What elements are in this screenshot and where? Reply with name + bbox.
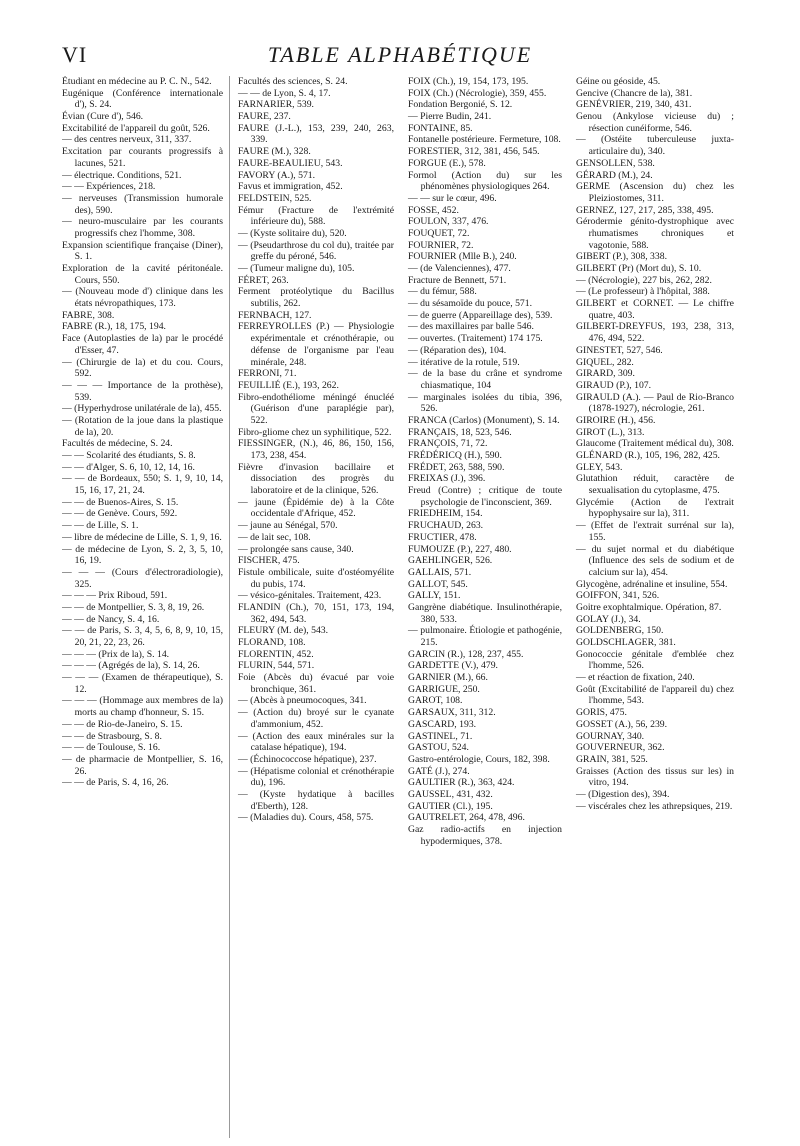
index-entry: — (Abcès à pneumocoques, 341. <box>238 695 367 707</box>
index-entry: — — Scolarité des étudiants, S. 8. <box>62 450 196 461</box>
index-entry: Gonococcie génitale d'emblée chez l'homme, 526. <box>576 648 734 672</box>
index-entry: FEUILLIÉ (E.), 193, 262. <box>238 379 339 391</box>
index-entry: GENSOLLEN, 538. <box>576 157 655 169</box>
index-entry: Ferment protéolytique du Bacillus subtilis, 262. <box>238 286 394 310</box>
index-entry: GOIFFON, 341, 526. <box>576 590 660 602</box>
index-entry: FRANÇAIS, 18, 523, 546. <box>408 426 512 438</box>
index-entry: Géine ou géoside, 45. <box>576 76 661 87</box>
index-entry: FREIXAS (J.), 396. <box>408 473 486 485</box>
index-entry: FRIEDHEIM, 154. <box>408 508 483 520</box>
index-entry: GILBERT-DREYFUS, 193, 238, 313, 476, 494, 522. <box>576 321 734 345</box>
index-entry: — du fémur, 588. <box>408 286 477 298</box>
index-entry: — — de Paris, S. 4, 16, 26. <box>62 777 169 789</box>
index-entry: — prolongée sans cause, 340. <box>238 543 354 555</box>
index-entry: — — — (Prix de la), S. 14. <box>62 648 170 660</box>
index-entry: GASCARD, 193. <box>408 718 477 730</box>
index-entry: GARDETTE (V.), 479. <box>408 660 498 672</box>
index-entry: GOSSET (A.), 56, 239. <box>576 718 668 730</box>
index-entry: Fondation Bergonié, S. 12. <box>408 99 513 111</box>
index-entry: FABRE (R.), 18, 175, 194. <box>62 321 166 333</box>
index-entry: — — — (Agrégés de la), S. 14, 26. <box>62 660 200 672</box>
index-entry: Gangrène diabétique. Insulinothérapie, 380, 533. <box>408 601 562 625</box>
index-entry: GARNIER (M.), 66. <box>408 672 488 684</box>
index-entry: Excitabilité de l'appareil du goût, 526. <box>62 122 210 134</box>
index-entry: GAULTIER (R.), 363, 424. <box>408 777 515 789</box>
index-entry: FAURE (J.-L.), 153, 239, 240, 263, 339. <box>238 122 394 146</box>
index-entry: FRANCA (Carlos) (Monument), S. 14. <box>408 414 560 426</box>
index-entry: — — — Importance de la prothèse), 539. <box>62 379 223 403</box>
index-entry: FLORAND, 108. <box>238 637 306 648</box>
index-entry: GILBERT et CORNET. — Le chiffre quatre, 403. <box>576 298 734 321</box>
index-column <box>230 76 400 1138</box>
index-entry: FORGUE (E.), 578. <box>408 157 486 169</box>
index-entry: GARCIN (R.), 128, 237, 455. <box>408 648 524 660</box>
index-entry: FERNBACH, 127. <box>238 309 312 321</box>
index-entry: — — — Prix Riboud, 591. <box>62 590 168 602</box>
index-entry: FLORENTIN, 452. <box>238 648 314 660</box>
index-entry: — de lait sec, 108. <box>238 531 311 543</box>
index-entry: — (Pseudarthrose du col du), traitée par greffe du péroné, 546. <box>238 239 394 263</box>
index-columns <box>62 76 778 1138</box>
index-entry: FORESTIER, 312, 381, 456, 545. <box>408 146 540 158</box>
index-entry: FELDSTEIN, 525. <box>238 192 312 204</box>
index-entry: — et réaction de fixation, 240. <box>576 672 695 684</box>
index-entry: Fracture de Bennett, 571. <box>408 274 507 286</box>
index-entry: FRÉDET, 263, 588, 590. <box>408 461 505 473</box>
index-entry: — nerveuses (Transmission humorale des), 590. <box>62 192 223 216</box>
index-entry: FLURIN, 544, 571. <box>238 660 315 672</box>
index-entry: FOULON, 337, 476. <box>408 216 489 228</box>
index-entry: Facultés des sciences, S. 24. <box>238 76 348 87</box>
index-entry: GIBERT (P.), 308, 338. <box>576 251 668 263</box>
index-entry: FOIX (Ch.) (Nécrologie), 359, 455. <box>408 87 547 99</box>
index-entry: — (de Valenciennes), 477. <box>408 263 511 274</box>
index-entry: — jaune (Épidémie de) à la Côte occidentale d'Afrique, 452. <box>238 496 394 520</box>
index-entry: — (Kyste hydatique à bacilles d'Eberth), 128. <box>238 788 394 812</box>
index-entry: Exploration de la cavité péritonéale. Cours, 550. <box>62 263 223 286</box>
index-entry: FOIX (Ch.), 19, 154, 173, 195. <box>408 76 529 87</box>
index-entry: GLEY, 543. <box>576 461 623 473</box>
page-number: VI <box>62 42 88 67</box>
index-entry: — ouvertes. (Traitement) 174 175. <box>408 333 543 345</box>
index-column <box>62 76 230 1138</box>
index-entry: GIROIRE (H.), 456. <box>576 414 656 426</box>
index-entry: — pulmonaire. Étiologie et pathogénie, 215. <box>408 625 562 648</box>
index-entry: — (Action des eaux minérales sur la catalase hépatique), 194. <box>238 730 394 754</box>
index-entry: GOLAY (J.), 34. <box>576 613 641 625</box>
index-entry: — (Kyste solitaire du), 520. <box>238 227 347 239</box>
index-entry: Fontanelle postérieure. Fermeture, 108. <box>408 134 561 146</box>
index-entry: — — de Toulouse, S. 16. <box>62 742 161 754</box>
index-entry: — — de Nancy, S. 4, 16. <box>62 613 160 625</box>
index-entry: — itérative de la rotule, 519. <box>408 356 520 368</box>
index-entry: FRUCHAUD, 263. <box>408 520 484 532</box>
index-entry: FAURE, 237. <box>238 111 291 123</box>
index-entry: GRAIN, 381, 525. <box>576 753 648 765</box>
index-entry: — — d'Alger, S. 6, 10, 12, 14, 16. <box>62 461 195 473</box>
index-entry: Goût (Excitabilité de l'appareil du) chez l'homme, 543. <box>576 683 734 707</box>
index-entry: — (Maladies du). Cours, 458, 575. <box>238 812 374 824</box>
index-entry: GALLAIS, 571. <box>408 566 472 578</box>
index-entry: FLANDIN (Ch.), 70, 151, 173, 194, 362, 494, 543. <box>238 601 394 625</box>
index-entry: — de guerre (Appareillage des), 539. <box>408 309 553 321</box>
index-entry: Fistule ombilicale, suite d'ostéomyélite du pubis, 174. <box>238 566 394 590</box>
index-entry: FRÉDÉRICQ (H.), 590. <box>408 450 502 461</box>
index-entry: FERREYROLLES (P.) — Physiologie expérimentale et crénothérapie, ou défense de l'organisme par l'eau minérale, 248. <box>238 321 394 368</box>
index-entry: — du sujet normal et du diabétique (Influence des sels de sodium et de calcium sur la), 454. <box>576 543 734 578</box>
index-entry: GIROT (L.), 313. <box>576 426 645 438</box>
index-entry: — du sésamoïde du pouce, 571. <box>408 298 533 310</box>
index-entry: GENÉVRIER, 219, 340, 431. <box>576 99 692 111</box>
index-entry: Face (Autoplasties de la) par le procédé d'Esser, 47. <box>62 333 223 356</box>
index-entry: Facultés de médecine, S. 24. <box>62 438 173 450</box>
index-entry: GASTOU, 524. <box>408 742 469 754</box>
index-entry: Graisses (Action des tissus sur les) in vitro, 194. <box>576 765 734 789</box>
index-entry: — jaune au Sénégal, 570. <box>238 520 338 532</box>
index-entry: FAURE-BEAULIEU, 543. <box>238 157 343 169</box>
index-entry: — — sur le cœur, 496. <box>408 192 497 204</box>
index-entry: GARRIGUE, 250. <box>408 683 480 695</box>
index-entry: — (Digestion des), 394. <box>576 788 670 800</box>
index-entry: GÉRARD (M.), 24. <box>576 169 653 181</box>
index-entry: — — de Lyon, S. 4, 17. <box>238 87 331 99</box>
index-entry: FONTAINE, 85. <box>408 122 473 134</box>
index-entry: FAVORY (A.), 571. <box>238 169 316 181</box>
index-entry: — (Ostéite tuberculeuse juxta-articulaire du), 340. <box>576 134 734 158</box>
index-entry: — — de Rio-de-Janeiro, S. 15. <box>62 718 183 730</box>
index-entry: — (Tumeur maligne du), 105. <box>238 263 355 274</box>
index-entry: GARSAUX, 311, 312. <box>408 707 496 719</box>
index-entry: Foie (Abcès du) évacué par voie bronchique, 361. <box>238 672 394 695</box>
index-column <box>400 76 568 1138</box>
index-entry: GAEHLINGER, 526. <box>408 555 493 567</box>
index-entry: — (Nouveau mode d') clinique dans les états névropathiques, 173. <box>62 286 223 310</box>
index-entry: — — de Paris, S. 3, 4, 5, 6, 8, 9, 10, 15, 20, 21, 22, 23, 26. <box>62 625 223 648</box>
index-entry: GOUVERNEUR, 362. <box>576 742 665 754</box>
index-entry: Freud (Contre) ; critique de toute psychologie de l'inconscient, 369. <box>408 485 562 508</box>
index-entry: GIRARD, 309. <box>576 368 635 380</box>
index-entry: — — Expériences, 218. <box>62 181 156 193</box>
index-entry: Goitre exophtalmique. Opération, 87. <box>576 601 722 613</box>
index-entry: Expansion scientifique française (Diner), S. 1. <box>62 239 223 263</box>
index-entry: GOLDENBERG, 150. <box>576 625 664 637</box>
index-entry: Fibro-gliome chez un syphilitique, 522. <box>238 426 392 438</box>
index-entry: GORIS, 475. <box>576 707 627 719</box>
index-entry: GILBERT (Pr) (Mort du), S. 10. <box>576 263 702 274</box>
index-entry: Eugénique (Conférence internationale d'), S. 24. <box>62 87 223 111</box>
index-entry: FAURE (M.), 328. <box>238 146 311 158</box>
index-entry: — neuro-musculaire par les courants progressifs chez l'homme, 308. <box>62 216 223 239</box>
index-entry: — — de Montpellier, S. 3, 8, 19, 26. <box>62 601 205 613</box>
index-entry: GOLDSCHLAGER, 381. <box>576 637 676 648</box>
index-entry: GIRAUD (P.), 107. <box>576 379 652 391</box>
index-entry: GAUSSEL, 431, 432. <box>408 788 493 800</box>
index-entry: — — de Lille, S. 1. <box>62 520 139 532</box>
index-entry: Favus et immigration, 452. <box>238 181 343 193</box>
index-entry: FRANÇOIS, 71, 72. <box>408 438 488 450</box>
index-entry: — de la base du crâne et syndrome chiasmatique, 104 <box>408 368 562 391</box>
index-entry: — marginales isolées du tibia, 396, 526. <box>408 391 562 415</box>
index-entry: GLÉNARD (R.), 105, 196, 282, 425. <box>576 450 720 461</box>
index-entry: Fémur (Fracture de l'extrémité inférieure du), 588. <box>238 204 394 228</box>
index-entry: FÉRET, 263. <box>238 274 289 286</box>
index-entry: FARNARIER, 539. <box>238 99 314 111</box>
index-entry: — (Échinococcose hépatique), 237. <box>238 753 377 765</box>
index-entry: FOSSE, 452. <box>408 204 459 216</box>
index-entry: Gaz radio-actifs en injection hypodermiques, 378. <box>408 824 562 847</box>
index-entry: — Pierre Budin, 241. <box>408 111 492 123</box>
index-entry: Glaucome (Traitement médical du), 308. <box>576 438 734 450</box>
index-entry: Évian (Cure d'), 546. <box>62 111 144 123</box>
index-entry: — des centres nerveux, 311, 337. <box>62 134 192 146</box>
index-entry: GIRAULD (A.). — Paul de Rio-Branco (1878-1927), nécrologie, 261. <box>576 391 734 415</box>
index-entry: FUMOUZE (P.), 227, 480. <box>408 543 512 555</box>
index-entry: — — de Bordeaux, 550; S. 1, 9, 10, 14, 15, 16, 17, 21, 24. <box>62 473 223 497</box>
index-entry: Glycémie (Action de l'extrait hypophysaire sur la), 311. <box>576 496 734 520</box>
index-entry: FRUCTIER, 478. <box>408 531 477 543</box>
index-entry: GAUTRELET, 264, 478, 496. <box>408 812 525 824</box>
index-entry: GOURNAY, 340. <box>576 730 645 742</box>
index-entry: — — de Buenos-Aires, S. 15. <box>62 496 179 508</box>
index-entry: — viscérales chez les athrepsiques, 219. <box>576 800 733 812</box>
index-entry: GERNEZ, 127, 217, 285, 338, 495. <box>576 204 714 216</box>
index-entry: FOURNIER, 72. <box>408 239 474 251</box>
index-entry: FISCHER, 475. <box>238 555 300 567</box>
index-entry: — électrique. Conditions, 521. <box>62 169 182 181</box>
index-entry: GAROT, 108. <box>408 695 463 707</box>
index-entry: — libre de médecine de Lille, S. 1, 9, 16. <box>62 531 222 543</box>
index-entry: Excitation par courants progressifs à lacunes, 521. <box>62 146 223 169</box>
index-entry: — (Hyperhydrose unilatérale de la), 455. <box>62 403 222 415</box>
index-entry: GERME (Ascension du) chez les Pleiziostomes, 311. <box>576 181 734 204</box>
index-entry: Fièvre d'invasion bacillaire et dissociation des progrès du laboratoire et de la clinique, 526. <box>238 461 394 497</box>
index-entry: FIESSINGER, (N.), 46, 86, 150, 156, 173, 238, 454. <box>238 438 394 461</box>
index-entry: FOURNIER (Mlle B.), 240. <box>408 251 517 263</box>
index-entry: — — de Strasbourg, S. 8. <box>62 730 162 742</box>
index-entry: GATÉ (J.), 274. <box>408 765 470 777</box>
index-entry: — (Nécrologie), 227 bis, 262, 282. <box>576 274 712 286</box>
index-entry: — (Chirurgie de la) et du cou. Cours, 592. <box>62 356 223 380</box>
index-entry: FERRONI, 71. <box>238 368 297 380</box>
index-entry: — — — (Cours d'électroradiologie), 325. <box>62 566 223 590</box>
index-entry: — de médecine de Lyon, S. 2, 3, 5, 10, 16, 19. <box>62 543 223 567</box>
index-entry: GAUTIER (Cl.), 195. <box>408 800 493 812</box>
index-entry: — (Hépatisme colonial et crénothérapie du), 196. <box>238 765 394 789</box>
index-entry: FOUQUET, 72. <box>408 227 470 239</box>
index-entry: Glycogène, adrénaline et insuline, 554. <box>576 578 728 590</box>
index-entry: — (Rotation de la joue dans la plastique de la), 20. <box>62 414 223 438</box>
index-entry: GALLOT, 545. <box>408 578 468 590</box>
index-entry: — — de Genève. Cours, 592. <box>62 508 178 520</box>
index-entry: — — — (Examen de thérapeutique), S. 12. <box>62 672 223 695</box>
index-entry: Gérodermie génito-dystrophique avec rhumatismes chroniques et vagotonie, 588. <box>576 216 734 251</box>
index-entry: FLEURY (M. de), 543. <box>238 625 329 637</box>
index-entry: — — — (Hommage aux membres de la) morts au champ d'honneur, S. 15. <box>62 695 223 719</box>
index-entry: — (Action du) broyé sur le cyanate d'ammonium, 452. <box>238 707 394 730</box>
index-entry: FABRE, 308. <box>62 309 115 321</box>
index-entry: GASTINEL, 71. <box>408 730 473 742</box>
index-entry: — des maxillaires par balle 546. <box>408 321 534 333</box>
index-entry: — vésico-génitales. Traitement, 423. <box>238 590 382 602</box>
index-entry: — (Le professeur) à l'hôpital, 388. <box>576 286 710 298</box>
index-entry: Formol (Action du) sur les phénomènes physiologiques 264. <box>408 169 562 193</box>
index-entry: — (Effet de l'extrait surrénal sur la), 155. <box>576 520 734 543</box>
index-entry: — (Réparation des), 104. <box>408 344 507 356</box>
index-entry: GIQUEL, 282. <box>576 356 634 368</box>
index-entry: Fibro-endothéliome méningé énucléé (Guérison d'une paraplégie par), 522. <box>238 391 394 426</box>
index-column <box>568 76 734 1138</box>
running-title: TABLE ALPHABÉTIQUE <box>267 42 533 67</box>
index-entry: GINESTET, 527, 546. <box>576 344 663 356</box>
index-entry: Gastro-entérologie, Cours, 182, 398. <box>408 753 550 765</box>
index-entry: Glutathion réduit, caractère de sexualisation du cytoplasme, 475. <box>576 473 734 497</box>
index-entry: Genou (Ankylose vicieuse du) ; résection cunéiforme, 546. <box>576 111 734 134</box>
index-entry: — de pharmacie de Montpellier, S. 16, 26. <box>62 753 223 777</box>
index-entry: GALLY, 151. <box>408 590 461 602</box>
index-entry: Gencive (Chancre de la), 381. <box>576 87 693 99</box>
index-entry: Étudiant en médecine au P. C. N., 542. <box>62 76 212 87</box>
